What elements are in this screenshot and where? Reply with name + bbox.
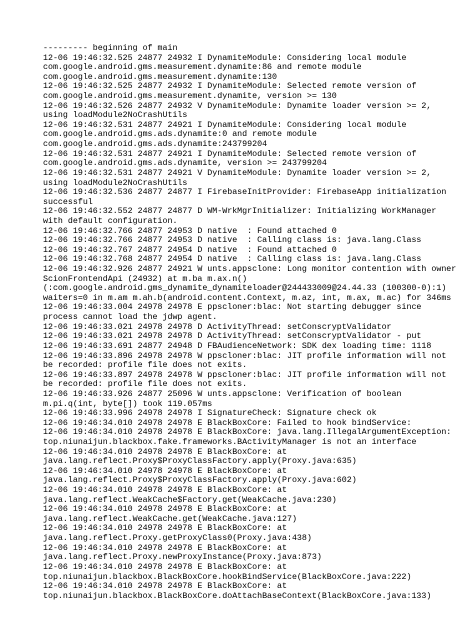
log-line: com.google.android.gms.measurement.dynamite:130 [43, 72, 278, 82]
log-line: (:com.google.android.gms_dynamite_dynamiteloader@244433009@24.44.33 (100300-0):1) [43, 284, 447, 294]
log-line: 12-06 19:46:34.010 24978 24978 E BlackBoxCore: at [43, 447, 287, 457]
log-line: com.google.android.gms.ads.dynamite:243799204 [43, 140, 268, 150]
log-output [43, 44, 467, 601]
log-line: 12-06 19:46:32.766 24877 24953 D native : Found attached 0 [43, 226, 337, 236]
log-line: java.lang.reflect.WeakCache.get(WeakCache.java:127) [43, 514, 297, 524]
log-line: 12-06 19:46:32.531 24877 24921 I DynamiteModule: Selected remote version of [43, 149, 417, 159]
log-line: 12-06 19:46:33.897 24978 24978 W ppscloner:blac: JIT profile information will not [43, 370, 447, 380]
log-line: java.lang.reflect.WeakCache$Factory.get(WeakCache.java:230) [43, 495, 337, 505]
log-line: 12-06 19:46:34.010 24978 24978 E BlackBoxCore: at [43, 466, 287, 476]
log-line: 12-06 19:46:32.552 24877 24877 D WM-WrkMgrInitializer: Initializing WorkManager [43, 207, 437, 217]
log-line: 12-06 19:46:33.004 24978 24978 E ppscloner:blac: Not starting debugger since [43, 303, 422, 313]
log-line: 12-06 19:46:33.926 24877 25096 W unts.appsclone: Verification of boolean [43, 389, 402, 399]
log-line: 12-06 19:46:32.531 24877 24921 I DynamiteModule: Considering local module [43, 120, 407, 130]
log-line: --------- beginning of main [43, 44, 178, 53]
log-line: 12-06 19:46:34.010 24978 24978 E BlackBoxCore: at [43, 524, 287, 534]
log-line: using loadModule2NoCrashUtils [43, 178, 188, 188]
log-line: java.lang.reflect.Proxy$ProxyClassFactory.apply(Proxy.java:635) [43, 457, 357, 467]
log-line: 12-06 19:46:32.766 24877 24953 D native : Calling class is: java.lang.Class [43, 236, 422, 246]
log-line: 12-06 19:46:34.010 24978 24978 E BlackBoxCore: at [43, 543, 287, 553]
log-line: com.google.android.gms.ads.dynamite, version >= 243799204 [43, 159, 327, 169]
log-line: with default configuration. [43, 216, 178, 226]
log-line: top.niunaijun.blackbox.BlackBoxCore.hookBindService(BlackBoxCore.java:222) [43, 572, 412, 582]
log-line: 12-06 19:46:32.926 24877 24921 W unts.appsclone: Long monitor contention with owner [43, 265, 457, 275]
log-line: com.google.android.gms.ads.dynamite:0 and remote module [43, 130, 317, 140]
log-line: 12-06 19:46:33.021 24978 24978 D ActivityThread: setConscryptValidator [43, 322, 392, 332]
log-line: using loadModule2NoCrashUtils [43, 111, 188, 121]
log-line: com.google.android.gms.measurement.dynamite, version >= 130 [43, 92, 337, 102]
log-line: 12-06 19:46:34.010 24978 24978 E BlackBoxCore: at [43, 582, 287, 592]
log-line: com.google.android.gms.measurement.dynamite:86 and remote module [43, 63, 362, 73]
log-line: 12-06 19:46:34.010 24978 24978 E BlackBoxCore: at [43, 562, 287, 572]
log-line: successful [43, 197, 93, 207]
log-line: 12-06 19:46:32.767 24877 24954 D native : Found attached 0 [43, 245, 337, 255]
log-line: 12-06 19:46:34.010 24978 24978 E BlackBoxCore: Failed to hook bindService: [43, 418, 412, 428]
log-line: waiters=0 in m.am m.ah.b(android.content.Context, m.az, int, m.ax, m.ac) for 346ms [43, 293, 452, 303]
log-line: process cannot load the jdwp agent. [43, 313, 218, 323]
log-line: 12-06 19:46:34.010 24978 24978 E BlackBoxCore: at [43, 486, 287, 496]
log-line: 12-06 19:46:32.536 24877 24877 I FirebaseInitProvider: FirebaseApp initialization [43, 188, 447, 198]
log-line: be recorded: profile file does not exits. [43, 380, 248, 390]
log-line: 12-06 19:46:32.525 24877 24932 I DynamiteModule: Selected remote version of [43, 82, 417, 92]
log-line: ScionFrontendApi (24932) at m.ba m.ax.n() [43, 274, 248, 284]
log-line: java.lang.reflect.Proxy$ProxyClassFactory.apply(Proxy.java:602) [43, 476, 357, 486]
log-line: 12-06 19:46:33.691 24877 24948 D FBAudienceNetwork: SDK dex loading time: 1118 [43, 341, 432, 351]
log-line: 12-06 19:46:32.526 24877 24932 V DynamiteModule: Dynamite loader version >= 2, [43, 101, 432, 111]
log-line: 12-06 19:46:32.768 24877 24954 D native : Calling class is: java.lang.Class [43, 255, 422, 265]
log-line: java.lang.reflect.Proxy.newProxyInstance(Proxy.java:873) [43, 553, 322, 563]
log-line: 12-06 19:46:34.010 24978 24978 E BlackBoxCore: java.lang.IllegalArgumentException: [43, 428, 452, 438]
log-line: m.pi.q(int, byte[]) took 119.057ms [43, 399, 213, 409]
log-line: 12-06 19:46:33.896 24978 24978 W ppscloner:blac: JIT profile information will not [43, 351, 447, 361]
log-line: top.niunaijun.blackbox.BlackBoxCore.doAttachBaseContext(BlackBoxCore.java:133) [43, 591, 432, 601]
log-line: 12-06 19:46:32.531 24877 24921 V DynamiteModule: Dynamite loader version >= 2, [43, 168, 432, 178]
log-line: 12-06 19:46:32.525 24877 24932 I DynamiteModule: Considering local module [43, 53, 407, 63]
log-line: 12-06 19:46:34.010 24978 24978 E BlackBoxCore: at [43, 505, 287, 515]
log-line: be recorded: profile file does not exits. [43, 361, 248, 371]
log-line: 12-06 19:46:33.996 24978 24978 I SignatureCheck: Signature check ok [43, 409, 377, 419]
log-line: 12-06 19:46:33.021 24978 24978 D ActivityThread: setConscryptValidator - put [43, 332, 422, 342]
log-line: top.niunaijun.blackbox.fake.frameworks.BActivityManager is not an interface [43, 437, 417, 447]
log-line: java.lang.reflect.Proxy.getProxyClass0(Proxy.java:438) [43, 534, 312, 544]
